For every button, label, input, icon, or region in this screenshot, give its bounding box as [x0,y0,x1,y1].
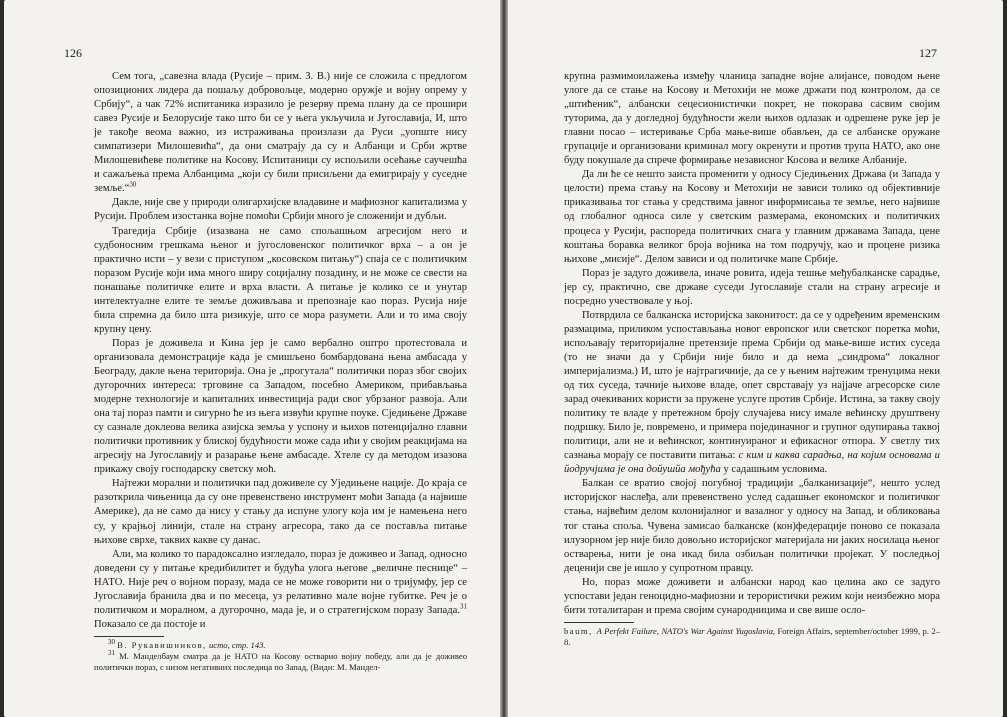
paragraph: Но, пораз може доживети и албански народ као целина ако се задуго успостави један геноцидно-мафиозни и терористички режим који неизбежно мора бити тоталитаран и према својим сународницима и све више осло- [564,576,940,616]
paragraph: Пораз је доживела и Кина јер је само вербално оштро протестовала и организовала демонстрације када је смишљено бомбардована њена амбасада у Београду, дакле њена територија. Она је „прогутала“ политички пораз због својих дугорочних интереса: трговине са Западом, посебно Америком, прибављања модерне технологије и капиталних инвестиција ради свог убрзаног развоја. Али она тај пораз памти и сигурно ће из њега извући крупне поуке. Сједињене Државе су сазнале доклеова велика азијска земља у успону и њихов потенцијално главни политички противник у блиској будућности може сада ићи у својим реакцијама на агресију на Југославију и разарање њене амбасаде. Хтеле су да методом изазова прикажу своју господарску светску моћ. [94,337,467,476]
left-page-body [94,70,467,673]
right-page [508,0,1003,717]
paragraph: Сем тога, „савезна влада (Русије – прим. З. В.) није се сложила с предлогом опозиционих лидера да пошаљу добровољце, модерно оружје и војну опрему у Србију“, а чак 72% испитаника изразило је резерву према плану да се прошири савез Русије и Белорусије тако што би се у њега укључила и Југославија, И, што је такође веома важно, из истраживања произлази да Руси „уопште нису симпатизери Милошевића“, да они сматрају да су и Албанци и Срби жртве Милошевићеве политике на Косову. Испитаници су испољили осећање саучешћа и сажаљења према Албанцима „који су били присиљени да емигрирају у суседне земље.“$^{30}$ [94,71,467,195]
page-number-right: 127 [919,46,937,60]
paragraph: Најтежи морални и политички пад доживеле су Уједињене нације. До краја се разоткрила чињеница да су оне превенствено инструмент моћи Запада (а највише Америке), да не само да нису у стању да испуне улогу која им је намењена него су, у крајњој линији, стале на страну агресора, тако да се поставља питање њихове сврхе, таквих какве су данас. [94,478,467,546]
footnotes-left [94,640,467,673]
paragraph: Али, ма колико то парадоксално изгледало, пораз је доживео и Запад, односно доведени су у питање кредибилитет и будућа улога његове „величне песнице“ – НАТО. Није реч о војном поразу, мада се не може говорити ни о тријумфу, јер се Југославија бранила два и по месеца, уз релативно мале војне губитке. Реч је о политичком и моралном, а дугорочно, мада је, и о стратегијском поразу Запада.$^{31}$ Показало се да постоје и [94,548,467,630]
footnote: $^{31}$ М. Манделбаум сматра да је НАТО на Косову остварио војну победу, али да је доживео политички пораз, с низом негативних последица по Запад, (Види: М. Мандел- [94,649,467,672]
paragraph: Пораз је задуго доживела, иначе ровита, идеја тешње међубалканске сарадње, јер су, практично, све државе суседи Југославије стали на страну агресије и посредно учествовале у њој. [564,267,940,307]
paragraph: крупна размимоилажења између чланица западне војне алијансе, поводом њене улоге да се стање на Косову и Метохији не може држати под контролом, да се „штићеник“, албански сецесионистички покрет, не покорава сасвим својим туторима, да у догледној будућности жели њихов одлазак и одрешене руке јер је главни посао – истеривање Срба мање-више обављен, да се албанске оружане групације и организовани криминал могу окренути и против трупа НАТО, ако оне буду покушале да спрече формирање независног Косова и велике Албаније. [564,71,940,167]
right-page-body [564,70,940,648]
footnote-ref: 31 [460,602,467,611]
footnote-divider [564,622,634,623]
footnotes-right [564,626,940,648]
page-number-left: 126 [64,46,82,60]
paragraph: Дакле, није све у природи олигархијске владавине и мафиозног капитализма у Русији. Проблем изостанка војне помоћи Србији много је сложенији и дубљи. [94,197,467,223]
left-page [4,0,500,717]
paragraph: Трагедија Србије (изазвана не само спољашњом агресијом него и судбоносним грешкама њеног и југословенског политичког врха – а он је практично исти – у вези с приступом „косовском питању“) спаја се с политичким поразом Русије који има много ширу социјалну позадину, и не може се свести на понашање политичке елите и врха власти. А питање је колико се и унутар интелектуалне елите те земље доживљава и препознаје као пораз. Русија није била спремна да било шта ризикује, што се мора разумети. Али и то има своју крупну цену. [94,225,467,335]
book-gutter [500,0,508,717]
footnote-ref: 30 [129,180,137,189]
italic-question: с ким и каква сарадња, на којим основама и йодручјима је она дойушйа мођућа [564,450,940,476]
footnote: $^{30}$ В. Рукавишников, исто, стр. 143. [108,638,266,650]
paragraph: Да ли ће се нешто заиста променити у односу Сједињених Држава (и Запада у целости) према стању на Косову и Метохији не зависи толико од објективније приказивања тог стања у средствима јавног информисања те земље, него највише од глобалног односа силе у светским размерама, економских и политичких процеса у Русији, распореда политичких снага у главним државама Запада, цене коштања боравка великог броја војника на том подручју, као и процене ризика њихове „мисије“. Делом зависи и од политичке мапе Србије. [564,169,940,265]
footnote-divider [94,636,164,637]
footnote-continuation: baum, A Perfekt Failure, NATO's War Against Yugoslavia, Foreign Affairs, september/october 1999, p. 2–8. [564,625,941,647]
paragraph: Потврдила се балканска историјска законитост: да се у одређеним временским размацима, приликом успостављања новог европског или светског поретка моћи, испољавају територијалне претензије према Србији од мање-више истих суседа (то не значи да у Србији није било и да нема „синдрома“ локалног империјализма.) И, што је најтрагичније, да се у њеним најтежим тренуцима неки од тих суседа, тачније њихове владе, опет сврставају уз најјаче агресорске силе зарад очекиваних користи за пружене услуге против Србије. Истина, за такву своју политику те владе у претежном броју случајева нису имале већинску друштвену подршку. Било је, повремено, и примера појединачног и групног одупирања таквој политици, али не и већинског, континуираног и ефикасног отпора. У светлу тих сазнања морају се поставити питања: с ким и каква сарадња, на којим основама и йодручјима је она дойушйа мођућа у садашњим условима. [564,309,940,476]
paragraph: Балкан се вратио својој погубној традицији „балканизације“, нешто услед историјског наслеђа, али превенствено услед садашњег економског и политичког стања, највећим делом колонијалног и вазалног у односу на Запад, и обликовања тог стања споља. Чувена замисао балканске (кон)федерације поново се показала илузорном јер није било довољно историјског материјала ни јаких носилаца њеног остварења, нити је она икад била озбиљан политички пројекат. У последњој деценији све је ишло у супротном правцу. [564,478,940,574]
